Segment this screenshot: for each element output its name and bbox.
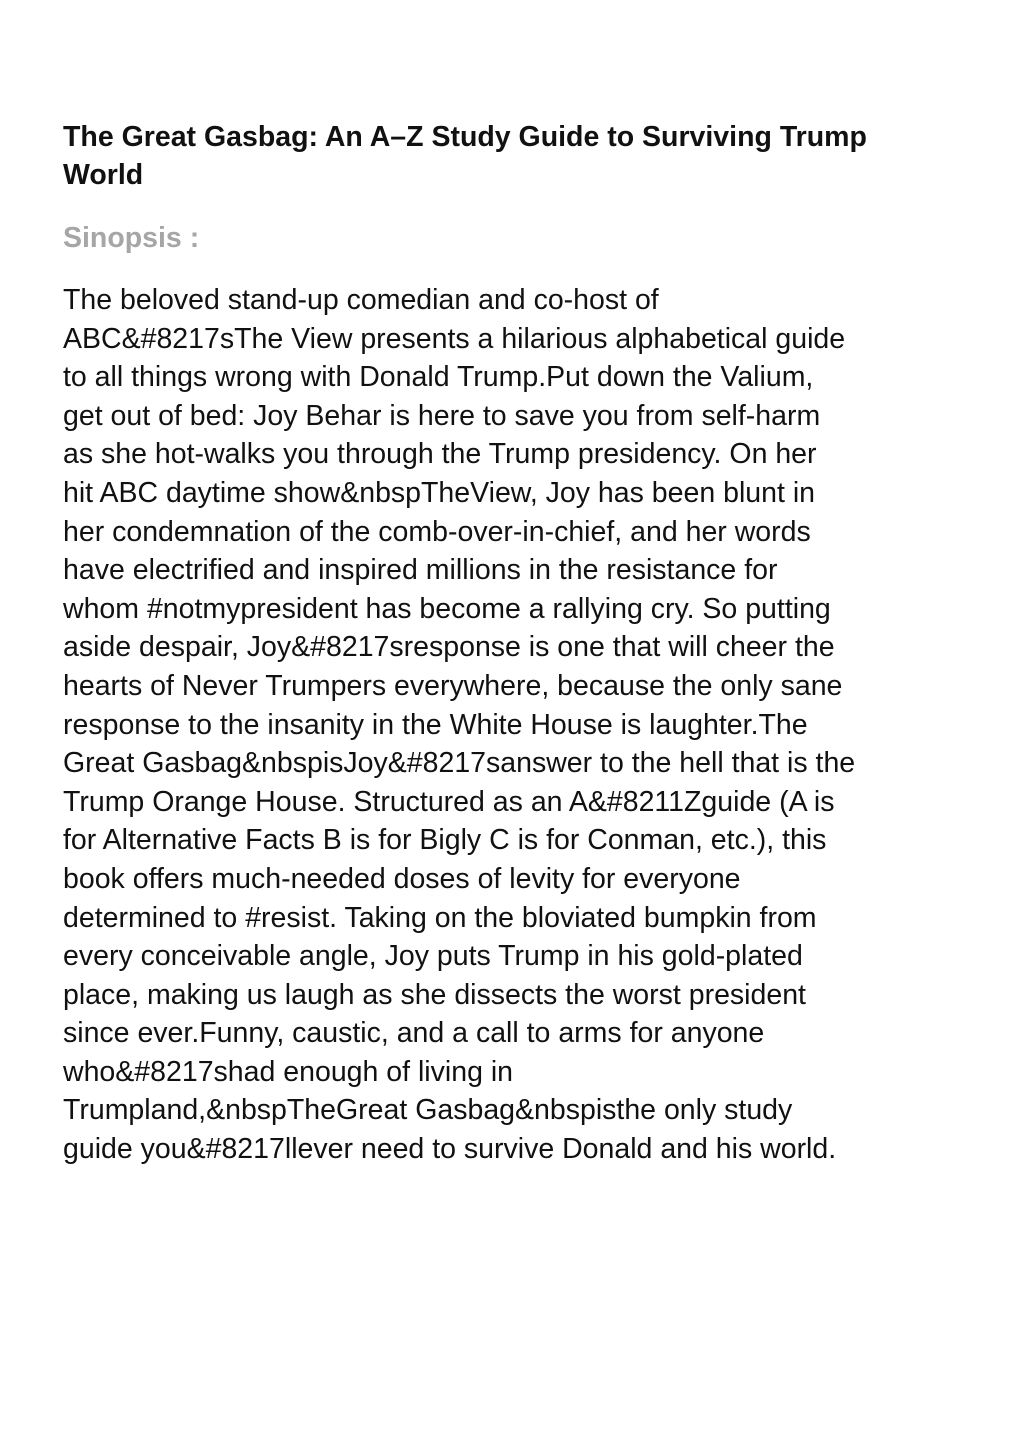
body-line: Trumpland,&nbspTheGreat Gasbag&nbspisthe only study — [63, 1094, 793, 1127]
body-line: her condemnation of the comb-over-in-chief, and her words — [63, 515, 811, 548]
document-title — [63, 118, 963, 194]
body-line: to all things wrong with Donald Trump.Put down the Valium, — [63, 361, 814, 394]
body-line: determined to #resist. Taking on the bloviated bumpkin from — [63, 901, 817, 934]
body-line: every conceivable angle, Joy puts Trump in his gold-plated — [63, 940, 803, 973]
body-line: The beloved stand-up comedian and co-host of — [63, 284, 659, 316]
body-line: guide you&#8217llever need to survive Donald and his world. — [63, 1133, 837, 1166]
title-line-1: The Great Gasbag: An A–Z Study Guide to Surviving Trump — [63, 121, 867, 153]
body-line: response to the insanity in the White House is laughter.The — [63, 708, 808, 741]
body-line: ABC&#8217sThe View presents a hilarious alphabetical guide — [63, 322, 846, 355]
body-line: whom #notmypresident has become a rallying cry. So putting — [63, 592, 831, 625]
body-line: hearts of Never Trumpers everywhere, because the only sane — [63, 669, 843, 702]
body-line: get out of bed: Joy Behar is here to save you from self-harm — [63, 399, 821, 432]
body-line: book offers much-needed doses of levity for everyone — [63, 862, 741, 895]
body-line: who&#8217shad enough of living in — [63, 1055, 514, 1088]
body-line: place, making us laugh as she dissects the worst president — [63, 978, 806, 1011]
body-line: Trump Orange House. Structured as an A&#8211Zguide (A is — [63, 785, 835, 818]
title-line-2: World — [63, 159, 144, 191]
body-line: Great Gasbag&nbspisJoy&#8217sanswer to the hell that is the — [63, 747, 856, 780]
synopsis-heading: Sinopsis : — [63, 222, 200, 254]
body-line: as she hot-walks you through the Trump presidency. On her — [63, 438, 817, 471]
body-line: have electrified and inspired millions in the resistance for — [63, 554, 778, 587]
body-line: aside despair, Joy&#8217sresponse is one that will cheer the — [63, 631, 835, 664]
body-line: for Alternative Facts B is for Bigly C is for Conman, etc.), this — [63, 824, 827, 857]
body-line: hit ABC daytime show&nbspTheView, Joy has been blunt in — [63, 476, 816, 509]
body-line: since ever.Funny, caustic, and a call to arms for anyone — [63, 1017, 765, 1050]
synopsis-body — [63, 281, 1003, 1169]
